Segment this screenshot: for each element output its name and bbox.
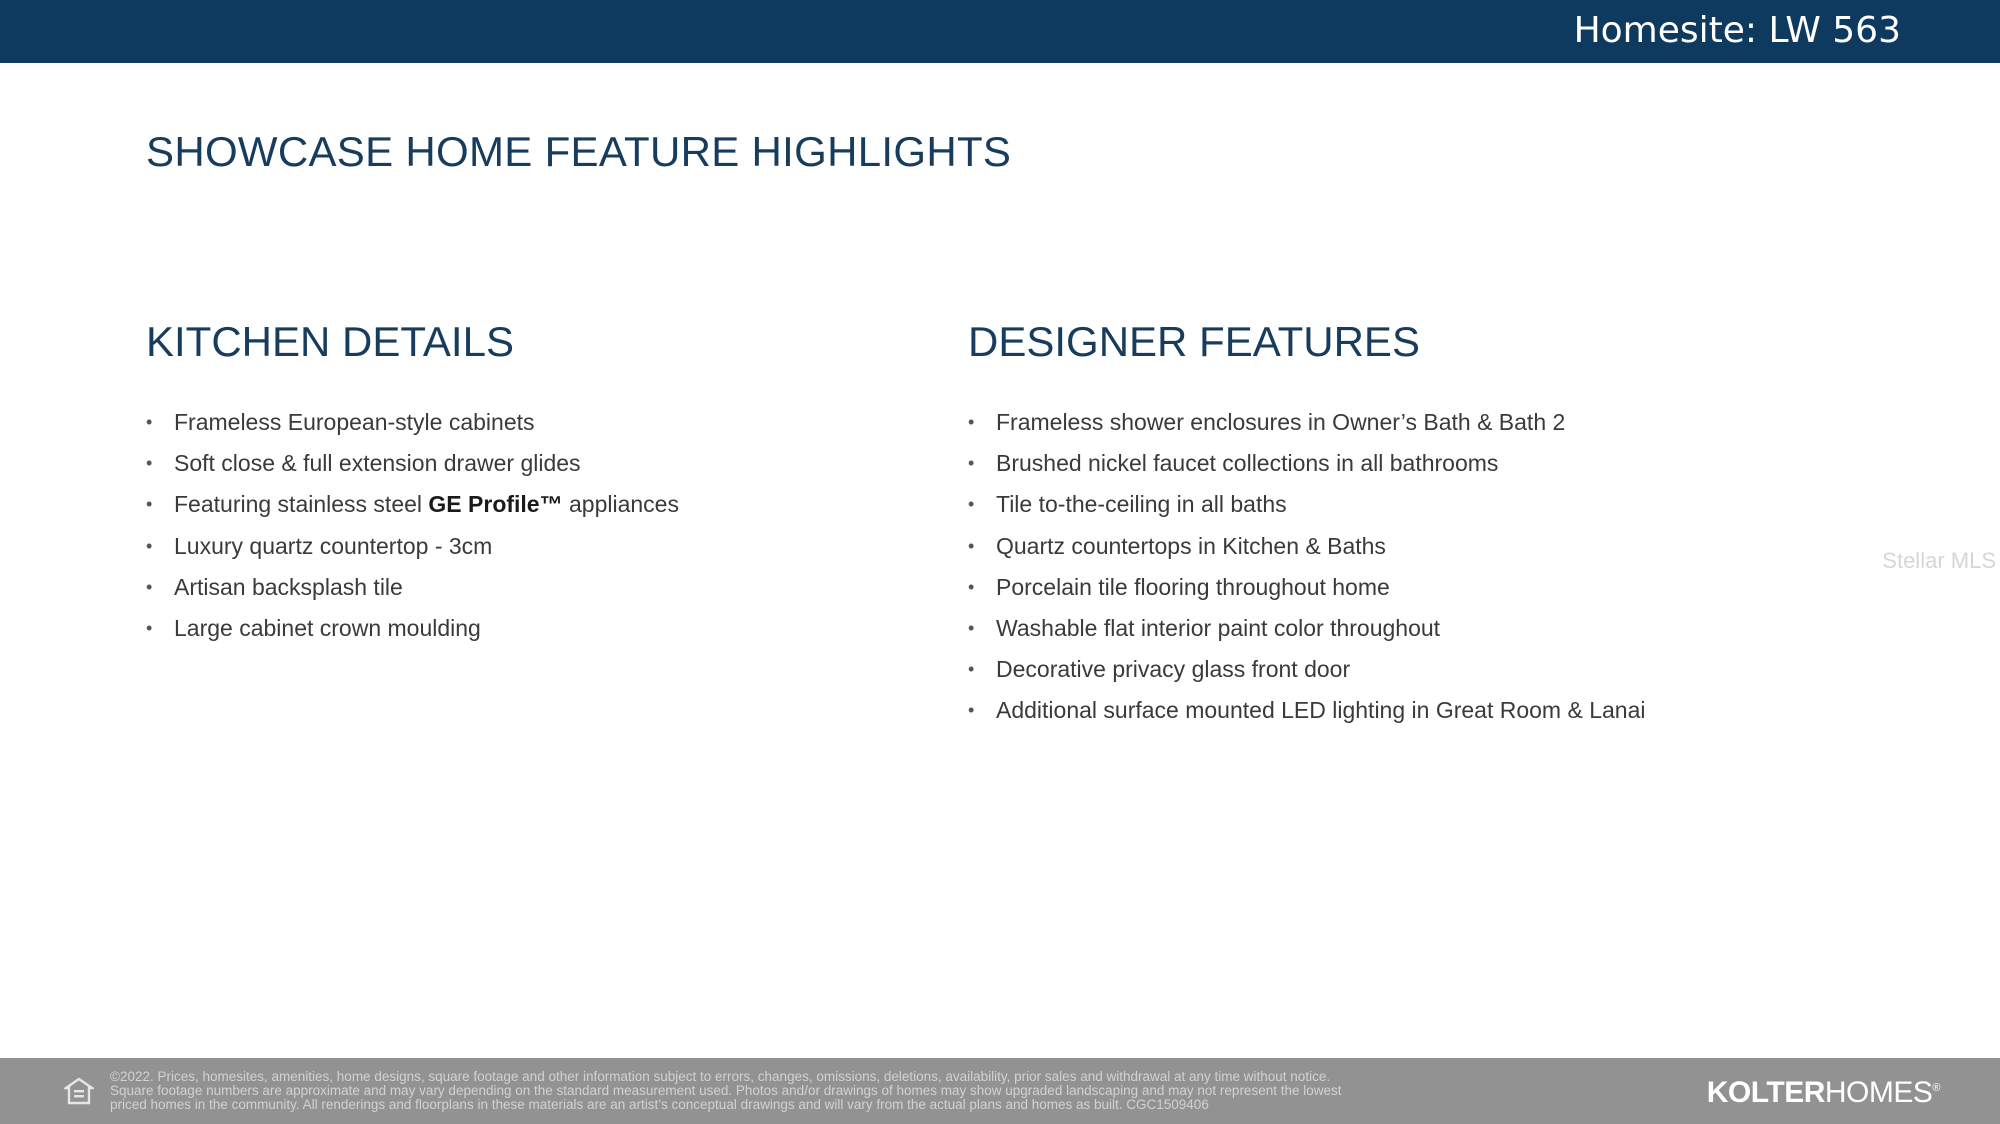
list-item: • Porcelain tile flooring throughout home	[968, 567, 1645, 608]
kitchen-heading: KITCHEN DETAILS	[146, 318, 514, 365]
bullet-icon: •	[968, 453, 975, 474]
kitchen-details-section	[146, 318, 679, 649]
designer-heading: DESIGNER FEATURES	[968, 318, 1420, 365]
bullet-icon: •	[968, 617, 975, 638]
footer-bar	[0, 1058, 2000, 1124]
list-item: • Frameless European-style cabinets	[146, 402, 679, 443]
list-item: • Washable flat interior paint color throughout	[968, 608, 1645, 649]
bullet-icon: •	[146, 576, 153, 597]
designer-features-section	[968, 318, 1645, 732]
list-item: • Brushed nickel faucet collections in all bathrooms	[968, 443, 1645, 484]
bullet-icon: •	[968, 535, 975, 556]
bullet-icon: •	[968, 494, 975, 515]
list-item: • Luxury quartz countertop - 3cm	[146, 526, 679, 567]
list-item: • Artisan backsplash tile	[146, 567, 679, 608]
bullet-icon: •	[968, 576, 975, 597]
equal-housing-icon	[64, 1076, 94, 1106]
bullet-icon: •	[968, 700, 975, 721]
list-item: • Decorative privacy glass front door	[968, 649, 1645, 690]
bullet-icon: •	[146, 453, 153, 474]
designer-list	[968, 402, 1645, 732]
bullet-icon: •	[968, 412, 975, 432]
list-item: • Featuring stainless steel GE Profile™ appliances	[146, 484, 679, 525]
legal-disclaimer: ©2022. Prices, homesites, amenities, home designs, square footage and other information subject to errors, changes, omissions, deletions, availability, prior sales and withdrawal at any time without notice. Square footage numbers are approximate and may vary depending on the standard measurement used. Photos and/or drawings of homes may show upgraded landscaping and may not represent the lowest priced homes in the community. All renderings and floorplans in these materials are an artist’s conceptual drawings and will vary from the actual plans and homes as built. CGC1509406	[110, 1069, 1342, 1112]
list-item: • Large cabinet crown moulding	[146, 608, 679, 649]
brand-name: GE Profile™	[428, 491, 563, 518]
list-item: • Soft close & full extension drawer glides	[146, 443, 679, 484]
kolter-homes-logo: KOLTERHOMES®	[1706, 1076, 1940, 1109]
list-item: • Frameless shower enclosures in Owner’s Bath & Bath 2	[968, 402, 1645, 443]
kitchen-list	[146, 402, 679, 649]
bullet-icon: •	[968, 659, 975, 680]
bullet-icon: •	[146, 535, 153, 556]
watermark: Stellar MLS	[1882, 548, 1996, 573]
bullet-icon: •	[146, 494, 153, 515]
header-bar	[0, 0, 2000, 63]
bullet-icon: •	[146, 617, 153, 638]
list-item: • Tile to-the-ceiling in all baths	[968, 484, 1645, 525]
list-item: • Additional surface mounted LED lighting in Great Room & Lanai	[968, 690, 1645, 731]
homesite-label: Homesite: LW 563	[1573, 10, 1901, 51]
list-item: • Quartz countertops in Kitchen & Baths	[968, 526, 1645, 567]
bullet-icon: •	[146, 412, 153, 432]
page-title: SHOWCASE HOME FEATURE HIGHLIGHTS	[146, 128, 1012, 175]
